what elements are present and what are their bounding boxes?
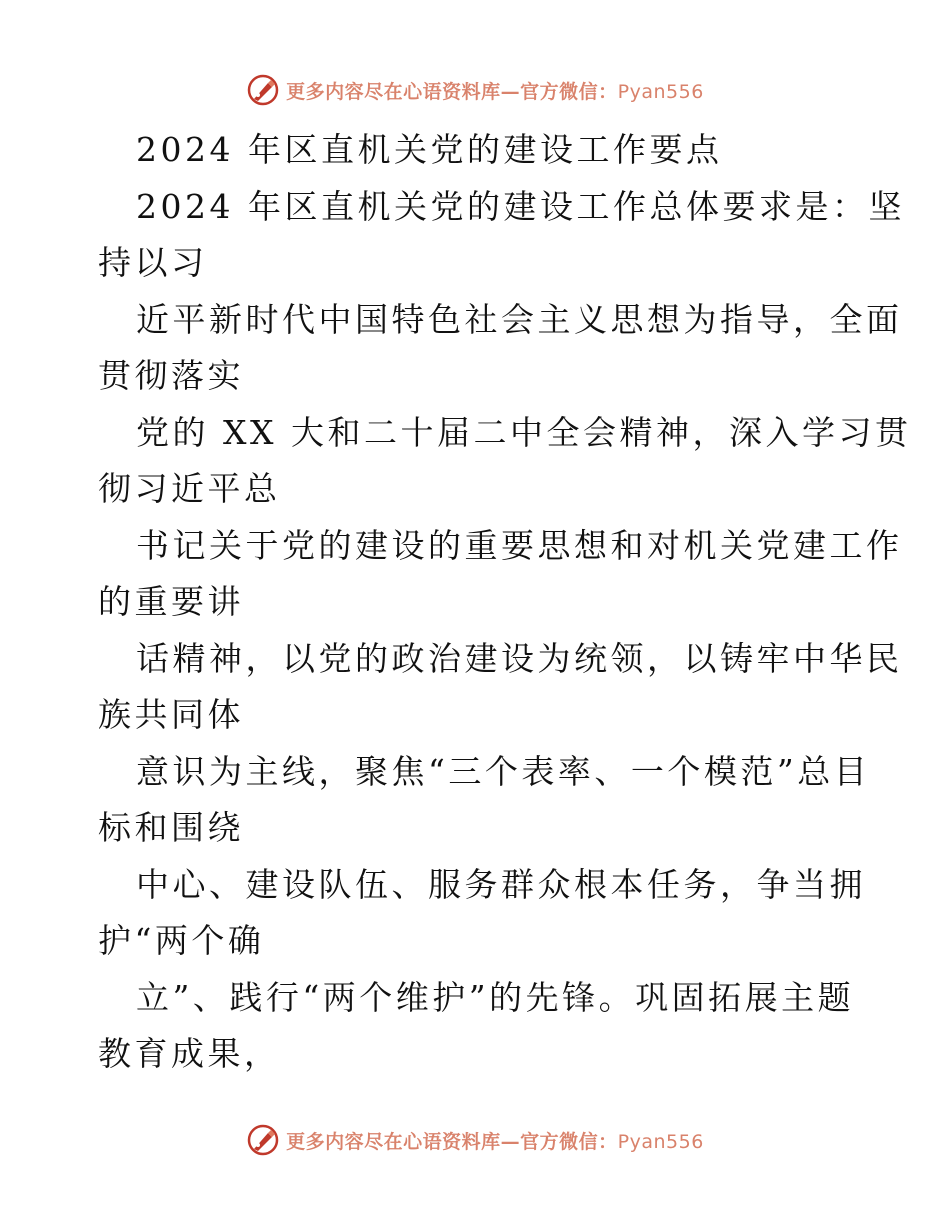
watermark-id: Pyan556 — [617, 1130, 704, 1153]
paragraph-line: 意识为主线，聚焦“三个表率、一个模范”总目 — [136, 751, 871, 791]
paragraph-line: 护“两个确 — [98, 921, 265, 960]
watermark-header — [0, 70, 950, 110]
paragraph-line: 中心、建设队伍、服务群众根本任务，争当拥 — [136, 864, 866, 904]
paragraph-line: 立”、践行“两个维护”的先锋。巩固拓展主题 — [136, 977, 855, 1017]
paragraph-line: 族共同体 — [98, 695, 244, 734]
pen-logo-icon — [246, 73, 280, 107]
paragraph-line: 的重要讲 — [98, 582, 244, 621]
pen-logo-icon — [246, 1123, 280, 1157]
watermark-footer — [0, 1120, 950, 1160]
paragraph-line: 近平新时代中国特色社会主义思想为指导，全面 — [136, 299, 903, 339]
document-title: 2024 年区直机关党的建设工作要点 — [136, 130, 723, 169]
paragraph-line: 话精神，以党的政治建设为统领，以铸牢中华民 — [136, 638, 903, 678]
paragraph-line: 书记关于党的建设的重要思想和对机关党建工作 — [136, 525, 903, 565]
paragraph-line: 持以习 — [98, 243, 208, 282]
watermark-text: 更多内容尽在心语资料库—官方微信： — [286, 80, 618, 103]
paragraph-line: 党的 XX 大和二十届二中全会精神，深入学习贯 — [136, 412, 912, 452]
paragraph-line: 彻习近平总 — [98, 469, 281, 508]
paragraph-line: 2024 年区直机关党的建设工作总体要求是：坚 — [136, 186, 905, 226]
paragraph-line: 标和围绕 — [98, 808, 244, 847]
watermark-text: 更多内容尽在心语资料库—官方微信： — [286, 1130, 618, 1153]
watermark-id: Pyan556 — [617, 80, 704, 103]
paragraph-line: 贯彻落实 — [98, 356, 244, 395]
paragraph-line: 教育成果， — [98, 1034, 281, 1073]
document-body — [98, 122, 912, 1083]
